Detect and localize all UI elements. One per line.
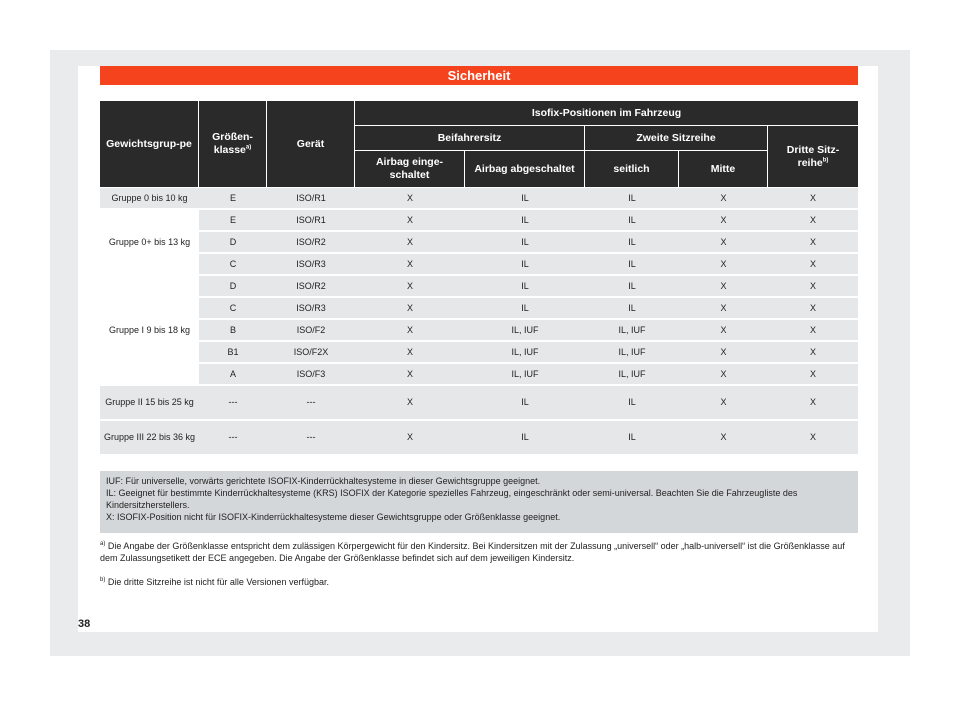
header-geraet: Gerät xyxy=(267,101,355,188)
table-cell: IL, IUF xyxy=(465,320,585,342)
table-cell: B xyxy=(199,320,267,342)
table-cell: X xyxy=(768,320,858,342)
table-cell: X xyxy=(679,210,768,232)
table-cell: E xyxy=(199,188,267,210)
table-cell: X xyxy=(679,364,768,386)
note-x: X: ISOFIX-Position nicht für ISOFIX-Kinderrückhaltesysteme dieser Gewichtsgruppe oder Größenklasse geeignet. xyxy=(106,512,561,522)
table-cell: X xyxy=(355,276,465,298)
table-row xyxy=(100,210,858,232)
legend-notes xyxy=(100,471,858,533)
header-dritte-sitzreihe: Dritte Sitz-reihe$^{b)}$ xyxy=(768,126,858,188)
table-cell: X xyxy=(768,254,858,276)
table-row xyxy=(100,232,858,254)
footnote-b: $^{b)}$ Die dritte Sitzreihe ist nicht für alle Versionen verfügbar. xyxy=(100,577,329,587)
table-cell: IL, IUF xyxy=(465,342,585,364)
table-cell: IL xyxy=(585,386,679,421)
table-cell: IL xyxy=(585,276,679,298)
table-cell: IL xyxy=(585,188,679,210)
table-cell: B1 xyxy=(199,342,267,364)
header-airbag-eingeschaltet: Airbag einge-schaltet xyxy=(355,151,465,188)
table-cell: ISO/R2 xyxy=(267,232,355,254)
footnote-a: $^{a)}$ Die Angabe der Größenklasse entspricht dem zulässigen Körpergewicht für den Kindersitz. Bei Kindersitzen mit der Zulassung „universell“ oder „halb-universell“ ist die Größenklasse auf dem Zulassungsetikett der ECE angegeben. Die Angabe der Größenklasse befindet sich auf dem jeweiligen Kindersitz. xyxy=(100,541,845,563)
table-cell: X xyxy=(355,254,465,276)
table-cell: ISO/R3 xyxy=(267,298,355,320)
table-cell: E xyxy=(199,210,267,232)
header-gewichtsgruppe: Gewichtsgrup-pe xyxy=(100,101,199,188)
table-cell: IL, IUF xyxy=(585,320,679,342)
table-row xyxy=(100,276,858,298)
note-iuf: IUF: Für universelle, vorwärts gerichtete ISOFIX-Kinderrückhaltesysteme in dieser Gewichtsgruppe geeignet. xyxy=(106,476,541,486)
section-header: Sicherheit xyxy=(100,66,858,85)
table-cell: X xyxy=(768,232,858,254)
table-cell: X xyxy=(768,364,858,386)
table-cell: X xyxy=(355,188,465,210)
group-label: Gruppe 0+ bis 13 kg xyxy=(100,210,199,276)
table-cell: X xyxy=(679,276,768,298)
table-cell: X xyxy=(355,320,465,342)
table-cell: X xyxy=(679,421,768,456)
table-cell: IL xyxy=(465,254,585,276)
table-cell: --- xyxy=(199,421,267,456)
group-label: Gruppe II 15 bis 25 kg xyxy=(100,386,199,421)
header-seitlich: seitlich xyxy=(585,151,679,188)
table-cell: IL xyxy=(585,232,679,254)
table-row xyxy=(100,421,858,456)
table-cell: X xyxy=(679,386,768,421)
table-cell: D xyxy=(199,276,267,298)
table-cell: ISO/F2 xyxy=(267,320,355,342)
group-label: Gruppe III 22 bis 36 kg xyxy=(100,421,199,456)
table-cell: X xyxy=(768,210,858,232)
table-cell: X xyxy=(768,386,858,421)
table-cell: ISO/R3 xyxy=(267,254,355,276)
table-cell: IL, IUF xyxy=(465,364,585,386)
table-cell: X xyxy=(679,232,768,254)
table-cell: X xyxy=(768,188,858,210)
table-cell: X xyxy=(355,342,465,364)
table-cell: IL xyxy=(465,210,585,232)
table-row xyxy=(100,254,858,276)
table-cell: IL xyxy=(465,188,585,210)
table-cell: X xyxy=(355,386,465,421)
table-cell: IL xyxy=(585,254,679,276)
table-cell: X xyxy=(768,276,858,298)
table-cell: IL xyxy=(465,232,585,254)
group-label: Gruppe 0 bis 10 kg xyxy=(100,188,199,210)
table-row xyxy=(100,188,858,210)
table-cell: --- xyxy=(267,386,355,421)
table-cell: C xyxy=(199,298,267,320)
table-row xyxy=(100,386,858,421)
manual-page xyxy=(78,66,878,632)
header-mitte: Mitte xyxy=(679,151,768,188)
table-row xyxy=(100,320,858,342)
table-cell: IL xyxy=(465,298,585,320)
table-cell: X xyxy=(679,342,768,364)
table-cell: IL xyxy=(585,210,679,232)
isofix-table xyxy=(100,101,858,456)
table-row xyxy=(100,298,858,320)
group-label: Gruppe I 9 bis 18 kg xyxy=(100,276,199,386)
table-cell: X xyxy=(679,188,768,210)
table-cell: D xyxy=(199,232,267,254)
table-cell: ISO/F2X xyxy=(267,342,355,364)
note-il: IL: Geeignet für bestimmte Kinderrückhaltesysteme (KRS) ISOFIX der Kategorie spezielles Fahrzeug, eingeschränkt oder semi-universal. Beachten Sie die Fahrzeugliste des Kindersitzherstellers. xyxy=(106,488,798,510)
table-cell: X xyxy=(355,421,465,456)
table-cell: ISO/F3 xyxy=(267,364,355,386)
table-cell: X xyxy=(355,232,465,254)
table-cell: X xyxy=(679,254,768,276)
table-cell: --- xyxy=(267,421,355,456)
table-cell: X xyxy=(679,320,768,342)
header-airbag-abgeschaltet: Airbag abgeschaltet xyxy=(465,151,585,188)
header-isofix-positionen: Isofix-Positionen im Fahrzeug xyxy=(355,101,858,126)
table-body xyxy=(100,188,858,456)
table-cell: IL xyxy=(585,421,679,456)
table-cell: X xyxy=(679,298,768,320)
header-beifahrersitz: Beifahrersitz xyxy=(355,126,585,151)
table-cell: X xyxy=(355,364,465,386)
page-number: 38 xyxy=(78,618,91,630)
table-cell: IL, IUF xyxy=(585,364,679,386)
table-cell: IL xyxy=(585,298,679,320)
table-cell: IL, IUF xyxy=(585,342,679,364)
table-cell: ISO/R1 xyxy=(267,210,355,232)
header-zweite-sitzreihe: Zweite Sitzreihe xyxy=(585,126,768,151)
table-cell: IL xyxy=(465,421,585,456)
table-cell: IL xyxy=(465,276,585,298)
table-cell: ISO/R2 xyxy=(267,276,355,298)
table-cell: --- xyxy=(199,386,267,421)
header-groessenklasse: Größen-klasse$^{a)}$ xyxy=(199,101,267,188)
table-cell: X xyxy=(768,421,858,456)
table-cell: IL xyxy=(465,386,585,421)
table-cell: X xyxy=(768,342,858,364)
table-cell: C xyxy=(199,254,267,276)
table-cell: X xyxy=(355,298,465,320)
table-row xyxy=(100,342,858,364)
table-cell: X xyxy=(768,298,858,320)
table-cell: ISO/R1 xyxy=(267,188,355,210)
table-cell: X xyxy=(355,210,465,232)
table-cell: A xyxy=(199,364,267,386)
table-row xyxy=(100,364,858,386)
